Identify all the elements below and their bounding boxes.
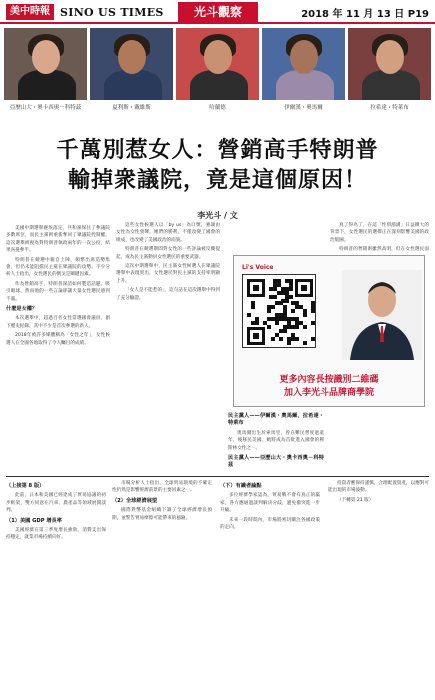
paragraph: 特朗普在競選期間對女性的一些評論被反覆提起，成為民主黨動員女性選民的重要武器。 xyxy=(116,247,220,260)
qr-module xyxy=(255,321,259,325)
column-4 xyxy=(330,222,429,252)
bottom-column-2 xyxy=(112,480,212,690)
paragraph: 這次中期選舉中，民主黨女性候選人在眾議院選舉中表現突出，女性選民對民主黨的支持率明顯上升。 xyxy=(116,264,220,284)
subheading: （1）美國 GDP 增長率 xyxy=(6,517,62,524)
photo-5 xyxy=(348,28,431,124)
qr-module xyxy=(303,313,307,317)
subheading: 民主黨人——伊爾漢・奧馬爾、拉希達・特萊布 xyxy=(228,413,324,427)
column-3 xyxy=(228,222,324,252)
paragraph: 市場分析人士指出，全球貿易環境的不確定性仍然是影響經濟前景的主要因素之一。 xyxy=(112,481,212,494)
promo-box[interactable] xyxy=(233,255,425,407)
dateline xyxy=(301,5,429,20)
paragraph: 作為營銷高手，特朗普深諳如何製造話題、吸引眼球，然而他的一些言論卻讓大量女性選民感到不滿。 xyxy=(6,281,110,302)
bottom-column-4 xyxy=(328,480,429,690)
author-portrait xyxy=(342,270,422,360)
page-number: P19 xyxy=(407,9,429,20)
qr-code[interactable] xyxy=(242,274,316,348)
bottom-column-3 xyxy=(220,480,320,690)
paragraph: 真了得為了，在這「性別鴻溝」日益擴大的背景下，女性選民的選擇正在深刻影響美國的政治版圖。 xyxy=(330,223,429,243)
brand-logo: 美中時報 xyxy=(6,4,54,20)
brand-english-name: SINO US TIMES xyxy=(60,5,164,19)
photo-4 xyxy=(262,28,345,124)
subheading: 什麼是女權？ xyxy=(6,306,38,313)
photo-caption: 亞歷山大・奧卡西奧－科特茲 xyxy=(9,105,82,111)
qr-module xyxy=(303,325,307,329)
photo-2 xyxy=(90,28,173,124)
qr-module xyxy=(267,309,271,313)
qr-module xyxy=(251,305,255,309)
photo-caption: 哈蘭德 xyxy=(209,105,226,111)
subheading: （2）全球經濟展望 xyxy=(112,497,158,504)
headline-line-1: 千萬別惹女人：營銷高手特朗普 xyxy=(56,138,379,163)
headline-line-2: 輸掉衆議院，竟是這個原因！ xyxy=(67,168,367,193)
photo-image xyxy=(262,28,345,100)
subheading: （下）有識者論點 xyxy=(220,483,262,489)
paragraph: 2018年被許多媒體稱為「女性之年」，女性候選人在全國各地取得了令人矚目的成績。 xyxy=(6,333,110,346)
paragraph: 特朗普的營銷術雖然高明，但在女性選民面 xyxy=(339,247,429,252)
photo-image xyxy=(90,28,173,100)
headline xyxy=(6,136,429,196)
photo-image xyxy=(4,28,87,100)
photo-caption: 拉希達・特萊布 xyxy=(370,105,409,111)
qr-module xyxy=(275,321,279,325)
qr-module xyxy=(311,309,315,313)
qr-module xyxy=(267,325,271,329)
brand xyxy=(6,4,164,20)
qr-module xyxy=(291,309,295,313)
masthead xyxy=(0,0,435,24)
paragraph: 美國中期選舉塵埃落定，共和黨保住了參議院多數席位，而民主黨則重新奪回了眾議院控制權。這次選舉被視為對特朗普執政兩年的一次公投，結果喜憂參半。 xyxy=(6,226,110,254)
promo-caption-line-1: 更多內容長按識別二維碼 xyxy=(279,375,379,385)
qr-module xyxy=(311,321,315,325)
paragraph: （下轉第 21 版） xyxy=(337,497,374,503)
qr-module xyxy=(303,341,307,345)
paragraph: 未來一段時間內，市場將密切關注各國政策的走向。 xyxy=(220,517,320,531)
paragraph: 國際貨幣基金組織下調了全球經濟增長預期，並警告貿易摩擦可能帶來的風險。 xyxy=(112,508,212,521)
paragraph: 「女人是不能惹的」，這句話在這次選舉中得到了充分驗證。 xyxy=(116,288,220,301)
qr-module xyxy=(247,313,251,317)
promo-caption-line-2: 加入李光斗品牌商學院 xyxy=(283,388,374,398)
photo-3 xyxy=(176,28,259,124)
byline: 李光斗 / 文 xyxy=(197,211,238,220)
qr-module xyxy=(283,329,287,333)
photo-1 xyxy=(4,28,87,124)
paragraph: 這些女性候選人以「by us」為口號，強調由女性為女性發聲。她們的勝利，不僅改變了國會的組成，也改變了美國政治的面貌。 xyxy=(116,223,220,243)
qr-module xyxy=(285,299,289,303)
qr-module xyxy=(295,325,299,329)
section-divider xyxy=(6,476,429,477)
subheading: （上接第 8 版） xyxy=(6,483,45,489)
paragraph: 此前，日本和美國已經達成了貿易協議的初步框架，雙方同意在汽車、農產品等領域展開談判。 xyxy=(6,493,106,514)
photo-caption: 伊爾漢・奧馬爾 xyxy=(284,105,323,111)
qr-module xyxy=(279,337,283,341)
qr-module xyxy=(289,287,293,291)
column-2 xyxy=(116,222,220,470)
qr-finder-core xyxy=(301,285,307,291)
photo-image xyxy=(348,28,431,100)
paragraph: 多位經濟學家認為，貿易戰不會有真正的贏家，各方應通過談判解決分歧，避免衝突進一步升級。 xyxy=(220,493,320,514)
photo-image xyxy=(176,28,259,100)
promo-tag: Li's Voice xyxy=(242,264,274,271)
paragraph: 美國經濟在第三季度增長強勁，消費支出保持穩定，就業市場持續向好。 xyxy=(6,528,106,541)
bottom-column-1 xyxy=(6,480,106,690)
qr-module xyxy=(295,337,299,341)
qr-module xyxy=(271,305,275,309)
column-1 xyxy=(6,222,110,470)
section-label: 光斗觀察 xyxy=(178,2,258,22)
column-3-lower xyxy=(228,410,324,470)
qr-module xyxy=(289,295,293,299)
paragraph: 本次選舉中，超過百名女性當選國會議員，創下歷史紀錄，其中不少是首次參選的新人。 xyxy=(6,316,110,329)
qr-finder-core xyxy=(253,333,259,339)
paragraph: 奧馬爾出生於索馬里，曾在難民營度過童年，後移民美國。她將成為首批進入國會的穆斯林女性之一。 xyxy=(228,430,324,451)
promo-caption xyxy=(234,374,424,400)
qr-finder-core xyxy=(253,285,259,291)
photo-caption: 夏利斯・戴維斯 xyxy=(112,105,151,111)
paragraph: 特朗普在競選中親自上陣，頻繁出席造勢集會，但仍未能阻擋民主黨在眾議院的攻勢。不少分析人士指出，女性選民的倒戈是關鍵因素。 xyxy=(6,257,110,278)
issue-date: 2018 年 11 月 13 日 xyxy=(301,9,405,20)
qr-module xyxy=(287,341,291,345)
subheading: 民主黨人——亞歷山大・奧卡西奧－科特茲 xyxy=(228,455,324,469)
qr-module xyxy=(311,337,315,341)
qr-module xyxy=(273,295,277,299)
photo-strip xyxy=(4,28,431,124)
qr-module xyxy=(271,337,275,341)
paragraph: 投資者應保持謹慎，合理配置資產，以應對可能出現的市場波動。 xyxy=(328,481,429,494)
